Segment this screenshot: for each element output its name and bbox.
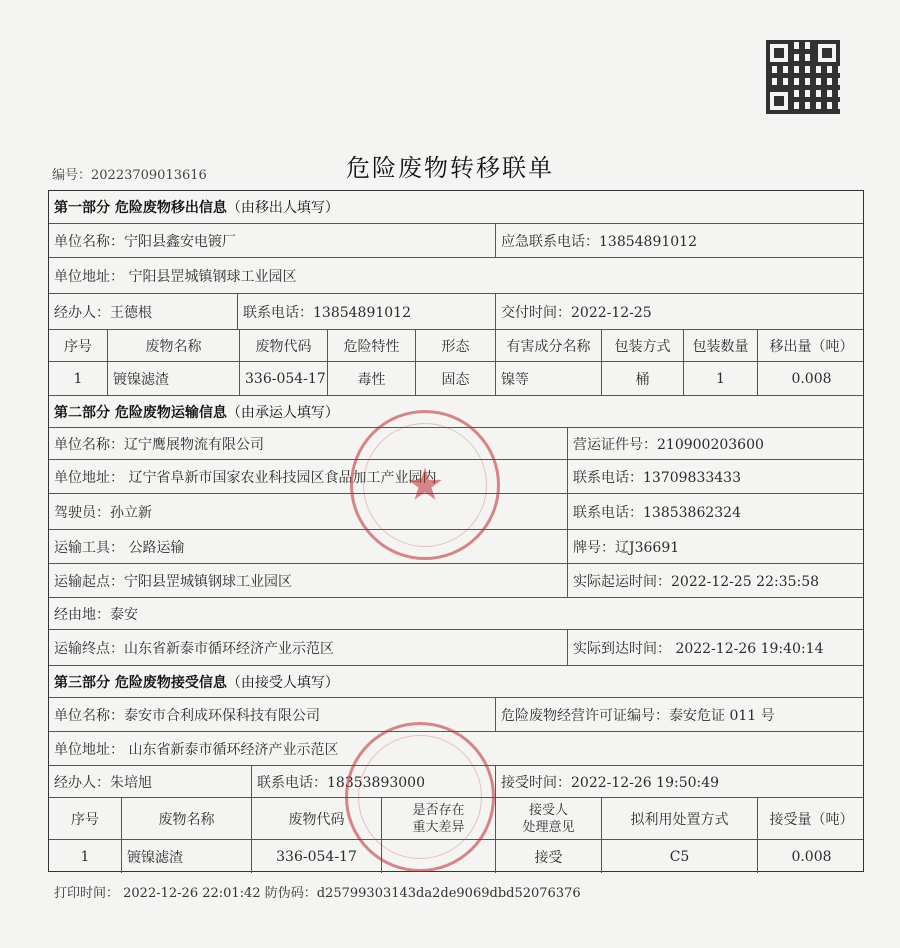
p1-cell-form: 固态 — [415, 362, 495, 395]
part2-vehicle-row — [49, 529, 863, 563]
part1-handler-row — [49, 293, 863, 329]
p3-cell-amount: 0.008 — [757, 840, 865, 873]
part2-address-row — [49, 459, 863, 493]
part2-vehicle: 运输工具： 公路运输 — [54, 539, 185, 556]
part2-depart-time: 实际起运时间：2022-12-25 22:35:58 — [567, 564, 865, 597]
p1-col-component: 有害成分名称 — [495, 330, 601, 361]
p1-cell-amount: 0.008 — [757, 362, 865, 395]
p1-cell-component: 镍等 — [495, 362, 601, 395]
part2-origin: 运输起点：宁阳县罡城镇钢球工业园区 — [54, 573, 292, 590]
footer — [54, 882, 581, 901]
table-row — [49, 361, 863, 395]
part3-heading-row — [49, 665, 863, 697]
part2-unit-row — [49, 427, 863, 459]
p3-col-code: 废物代码 — [251, 798, 381, 839]
part1-unit-row — [49, 223, 863, 257]
p1-col-name: 废物名称 — [107, 330, 239, 361]
part3-contact-phone: 联系电话：18353893000 — [251, 766, 495, 797]
part3-heading: 第三部分 危险废物接受信息 （由接受人填写） — [54, 674, 339, 691]
part2-unit-name: 单位名称：辽宁鹰展物流有限公司 — [54, 436, 264, 453]
p1-cell-code: 336-054-17 — [239, 362, 327, 395]
part2-plate: 牌号：辽J36691 — [567, 530, 865, 563]
part3-permit: 危险废物经营许可证编号：泰安危证 011 号 — [495, 698, 865, 731]
part3-unit-row — [49, 697, 863, 731]
part1-contact-phone: 联系电话：13854891012 — [237, 294, 495, 329]
transfer-form — [48, 190, 864, 872]
p1-cell-packing: 桶 — [601, 362, 683, 395]
print-time: 打印时间： 2022-12-26 22:01:42 — [54, 886, 261, 901]
part2-arrive-time: 实际到达时间： 2022-12-26 19:40:14 — [567, 630, 865, 665]
part3-handler-row — [49, 765, 863, 797]
part2-destination-row — [49, 629, 863, 665]
part3-unit-name: 单位名称：泰安市合利成环保科技有限公司 — [54, 707, 320, 724]
p3-col-opinion: 接受人 处理意见 — [495, 798, 601, 839]
p1-col-pack-qty: 包装数量 — [683, 330, 757, 361]
part2-address: 单位地址： 辽宁省阜新市国家农业科技园区食品加工产业园内 — [54, 469, 437, 486]
p3-col-amount: 接受量（吨） — [757, 798, 865, 839]
part3-table-header — [49, 797, 863, 839]
part2-destination: 运输终点：山东省新泰市循环经济产业示范区 — [54, 640, 334, 657]
part1-unit-name: 单位名称：宁阳县鑫安电镀厂 — [54, 233, 236, 250]
part1-address: 单位地址： 宁阳县罡城镇钢球工业园区 — [54, 268, 297, 285]
part1-handler: 经办人：王德根 — [54, 304, 152, 321]
part1-address-row — [49, 257, 863, 293]
p3-col-difference: 是否存在 重大差异 — [381, 798, 495, 839]
part1-table-header — [49, 329, 863, 361]
part1-heading-row — [49, 191, 863, 223]
part1-heading: 第一部分 危险废物移出信息 （由移出人填写） — [54, 200, 339, 216]
p3-cell-method: C5 — [601, 840, 757, 873]
part2-driver-row — [49, 493, 863, 529]
part2-contact-phone: 联系电话：13709833433 — [567, 460, 865, 493]
document-number: 编号：20223709013616 — [52, 168, 207, 183]
part2-heading-row — [49, 395, 863, 427]
p1-cell-name: 镀镍滤渣 — [107, 362, 239, 395]
p3-cell-difference — [381, 840, 495, 873]
part2-via: 经由地：泰安 — [54, 606, 138, 623]
part2-heading: 第二部分 危险废物运输信息 （由承运人填写） — [54, 404, 339, 421]
p1-cell-hazard: 毒性 — [327, 362, 415, 395]
part2-driver-phone: 联系电话：13853862324 — [567, 494, 865, 529]
part2-license: 营运证件号：210900203600 — [567, 428, 865, 459]
part3-address-row — [49, 731, 863, 765]
p3-cell-opinion: 接受 — [495, 840, 601, 873]
part3-receive-time: 接受时间：2022-12-26 19:50:49 — [495, 766, 865, 797]
part3-address: 单位地址： 山东省新泰市循环经济产业示范区 — [54, 741, 339, 758]
qr-code — [766, 40, 840, 114]
carrier-seal-stamp: ★ — [350, 410, 500, 560]
p1-col-amount: 移出量（吨） — [757, 330, 865, 361]
p3-cell-name: 镀镍滤渣 — [121, 840, 251, 873]
part3-handler: 经办人：朱培旭 — [54, 774, 152, 791]
p3-cell-seq: 1 — [80, 848, 90, 865]
p3-col-seq: 序号 — [71, 811, 99, 828]
p3-col-method: 拟利用处置方式 — [601, 798, 757, 839]
p1-col-packing: 包装方式 — [601, 330, 683, 361]
p1-col-seq: 序号 — [64, 338, 92, 355]
p3-cell-code: 336-054-17 — [251, 840, 381, 873]
p1-col-code: 废物代码 — [239, 330, 327, 361]
part2-via-row — [49, 597, 863, 629]
p1-cell-seq: 1 — [73, 370, 83, 387]
p1-cell-pack-qty: 1 — [683, 362, 757, 395]
anti-fake-code: 防伪码：d25799303143da2de9069dbd52076376 — [264, 886, 581, 901]
p1-col-hazard: 危险特性 — [327, 330, 415, 361]
document-title: 危险废物转移联单 — [346, 154, 554, 182]
p3-col-name: 废物名称 — [121, 798, 251, 839]
part2-origin-row — [49, 563, 863, 597]
part1-emergency-phone: 应急联系电话：13854891012 — [495, 224, 865, 257]
table-row — [49, 839, 863, 873]
part1-handover-time: 交付时间：2022-12-25 — [495, 294, 865, 329]
p1-col-form: 形态 — [415, 330, 495, 361]
part2-driver: 驾驶员：孙立新 — [54, 504, 152, 521]
